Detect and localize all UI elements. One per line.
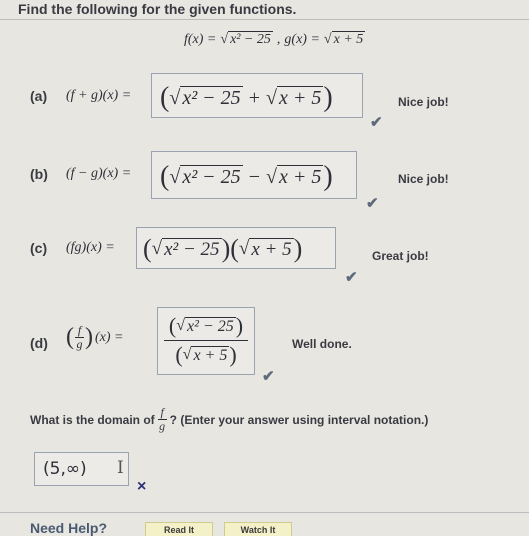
footer-divider <box>0 512 529 513</box>
part-c-expression: (fg)(x) = <box>66 240 115 255</box>
part-a-expression: (f + g)(x) = <box>66 88 132 103</box>
domain-question-instructions: ? (Enter your answer using interval notation.) <box>169 412 429 427</box>
part-a-answer[interactable]: ( √ x² − 25 + √ x + 5 ) <box>151 73 363 118</box>
read-it-button[interactable]: Read It <box>145 522 213 536</box>
checkmark-icon: ✔ <box>262 368 275 385</box>
separator: , <box>276 31 281 47</box>
checkmark-icon: ✔ <box>370 114 383 131</box>
part-d-sqrt-den: √ x + 5 <box>182 346 228 364</box>
domain-question <box>30 406 428 433</box>
g-definition-lhs: g(x) = <box>284 31 320 47</box>
part-b-label: (b) <box>30 166 48 182</box>
text-cursor-icon: I <box>117 458 124 478</box>
part-a-operator: + <box>248 86 260 109</box>
f-definition-lhs: f(x) = <box>184 31 217 47</box>
header-divider <box>0 19 529 20</box>
part-a-label: (a) <box>30 88 48 104</box>
domain-answer-value: (5,∞) <box>43 459 87 479</box>
part-a-sqrt-right: √ x + 5 <box>265 86 322 109</box>
part-d-label: (d) <box>30 335 48 351</box>
part-d-feedback: Well done. <box>292 337 352 351</box>
part-c-sqrt-left: √ x² − 25 <box>151 238 220 260</box>
need-help-title: Need Help? <box>30 520 108 536</box>
part-a-feedback: Nice job! <box>398 95 449 109</box>
part-d-expr-num: f <box>77 323 82 337</box>
domain-frac-den: g <box>159 419 166 433</box>
domain-answer-input[interactable] <box>34 452 129 486</box>
part-a-sqrt-left: √ x² − 25 <box>169 86 241 109</box>
part-b-sqrt-left: √ x² − 25 <box>169 165 241 188</box>
part-d-expr-tail: (x) = <box>95 329 124 345</box>
part-c-sqrt-right: √ x + 5 <box>238 238 292 260</box>
part-d-sqrt-num: √ x² − 25 <box>176 317 234 335</box>
part-d-expr-den: g <box>76 337 83 351</box>
domain-frac-num: f <box>160 405 164 419</box>
part-b-answer[interactable]: ( √ x² − 25 − √ x + 5 ) <box>151 151 357 199</box>
part-b-feedback: Nice job! <box>398 172 449 186</box>
prompt-text: Find the following for the given functions. <box>18 1 297 17</box>
checkmark-icon: ✔ <box>345 269 358 286</box>
part-c-feedback: Great job! <box>372 249 429 263</box>
f-radicand: x² − 25 <box>230 32 271 47</box>
x-mark-icon: × <box>137 478 147 495</box>
f-sqrt: √ x² − 25 <box>220 31 271 47</box>
given-functions <box>184 31 365 48</box>
part-b-sqrt-right: √ x + 5 <box>265 165 322 188</box>
g-sqrt: √ x + 5 <box>323 31 364 47</box>
part-c-label: (c) <box>30 240 48 256</box>
part-d-answer[interactable]: ( √ x² − 25 ) ( √ x + 5 ) <box>157 307 255 375</box>
watch-it-button[interactable]: Watch It <box>224 522 292 536</box>
part-c-answer[interactable]: ( √ x² − 25 )( √ x + 5 ) <box>136 227 336 269</box>
checkmark-icon: ✔ <box>366 195 379 212</box>
domain-question-text: What is the domain of <box>30 412 155 427</box>
part-d-fraction-bar <box>164 340 248 341</box>
part-b-expression: (f − g)(x) = <box>66 166 132 181</box>
g-radicand: x + 5 <box>333 32 364 47</box>
part-d-expression: ( f g ) (x) = <box>66 323 124 351</box>
part-b-operator: − <box>248 165 260 188</box>
